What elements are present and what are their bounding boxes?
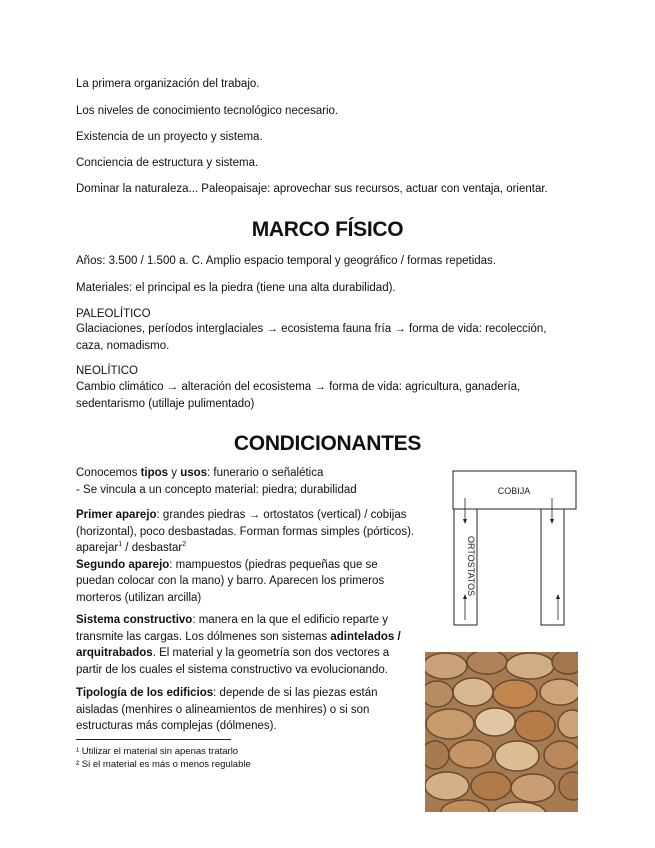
dolmen-diagram — [452, 470, 578, 628]
paleolitico-title: PALEOLÍTICO — [76, 308, 151, 320]
tipologia-paragraph: Tipología de los edificios: depende de si las piezas están aisladas (menhires o alineamientos de menhires) o si son estructuras más complejas (dólmenes). — [76, 687, 378, 732]
intro-line-4: Conciencia de estructura y sistema. — [76, 157, 259, 169]
neolitico-text: Cambio climático → alteración del ecosistema → forma de vida: agricultura, ganadería, sedentarismo (utillaje pulimentado) — [76, 381, 521, 410]
condicionantes-intro: Conocemos tipos y usos: funerario o señalética - Se vincula a un concepto material: piedra; durabilidad — [76, 467, 357, 496]
intro-line-2: Los niveles de conocimiento tecnológico necesario. — [76, 105, 339, 117]
condicionantes-heading: CONDICIONANTES — [233, 432, 422, 455]
footnote-divider — [76, 739, 231, 740]
intro-line-5: Dominar la naturaleza... Paleopaisaje: aprovechar sus recursos, actuar con ventaja, orientar. — [76, 183, 548, 195]
intro-line-1: La primera organización del trabajo. — [76, 78, 260, 90]
marco-materiales: Materiales: el principal es la piedra (tiene una alta durabilidad). — [76, 282, 396, 294]
marco-fisico-heading: MARCO FÍSICO — [251, 218, 404, 241]
sistema-constructivo-paragraph: Sistema constructivo: manera en la que el edificio reparte y transmite las cargas. Los dólmenes son sistemas adintelados / arquitrabados. El material y la geometría son dos vectores a partir de los cuales el sistema constructivo va evolucionando. — [76, 614, 401, 676]
primer-aparejo-paragraph: Primer aparejo: grandes piedras → ortostatos (vertical) / cobijas (horizontal), poco desbastadas. Forman formas simples (pórticos). aparejar$^1$ / desbastar$^2$ Segundo aparejo: mampuestos (piedras pequeñas que se puedan colocar con la mano) y barro. Aparecen los primeros morteros (utilizan arcilla) — [76, 509, 415, 604]
marco-anos: Años: 3.500 / 1.500 a. C. Amplio espacio temporal y geográfico / formas repetidas. — [76, 255, 496, 267]
cobija-label: COBIJA — [497, 486, 531, 496]
footnote-2: ² Si el material es más o menos regulable — [76, 759, 251, 770]
stone-wall-photo — [425, 652, 578, 812]
primer-aparejo-label: Primer aparejo — [76, 509, 157, 521]
footnote-1: ¹ Utilizar el material sin apenas tratarlo — [76, 746, 239, 757]
neolitico-title: NEOLÍTICO — [76, 365, 138, 377]
paleolitico-text: Glaciaciones, períodos interglaciales → ecosistema fauna fría → forma de vida: recolección, caza, nomadismo. — [76, 323, 547, 352]
intro-line-3: Existencia de un proyecto y sistema. — [76, 131, 263, 143]
ortostatos-label: ORTOSTATOS — [466, 536, 476, 597]
segundo-aparejo-label: Segundo aparejo — [76, 558, 170, 571]
ortostato-right — [541, 509, 564, 625]
